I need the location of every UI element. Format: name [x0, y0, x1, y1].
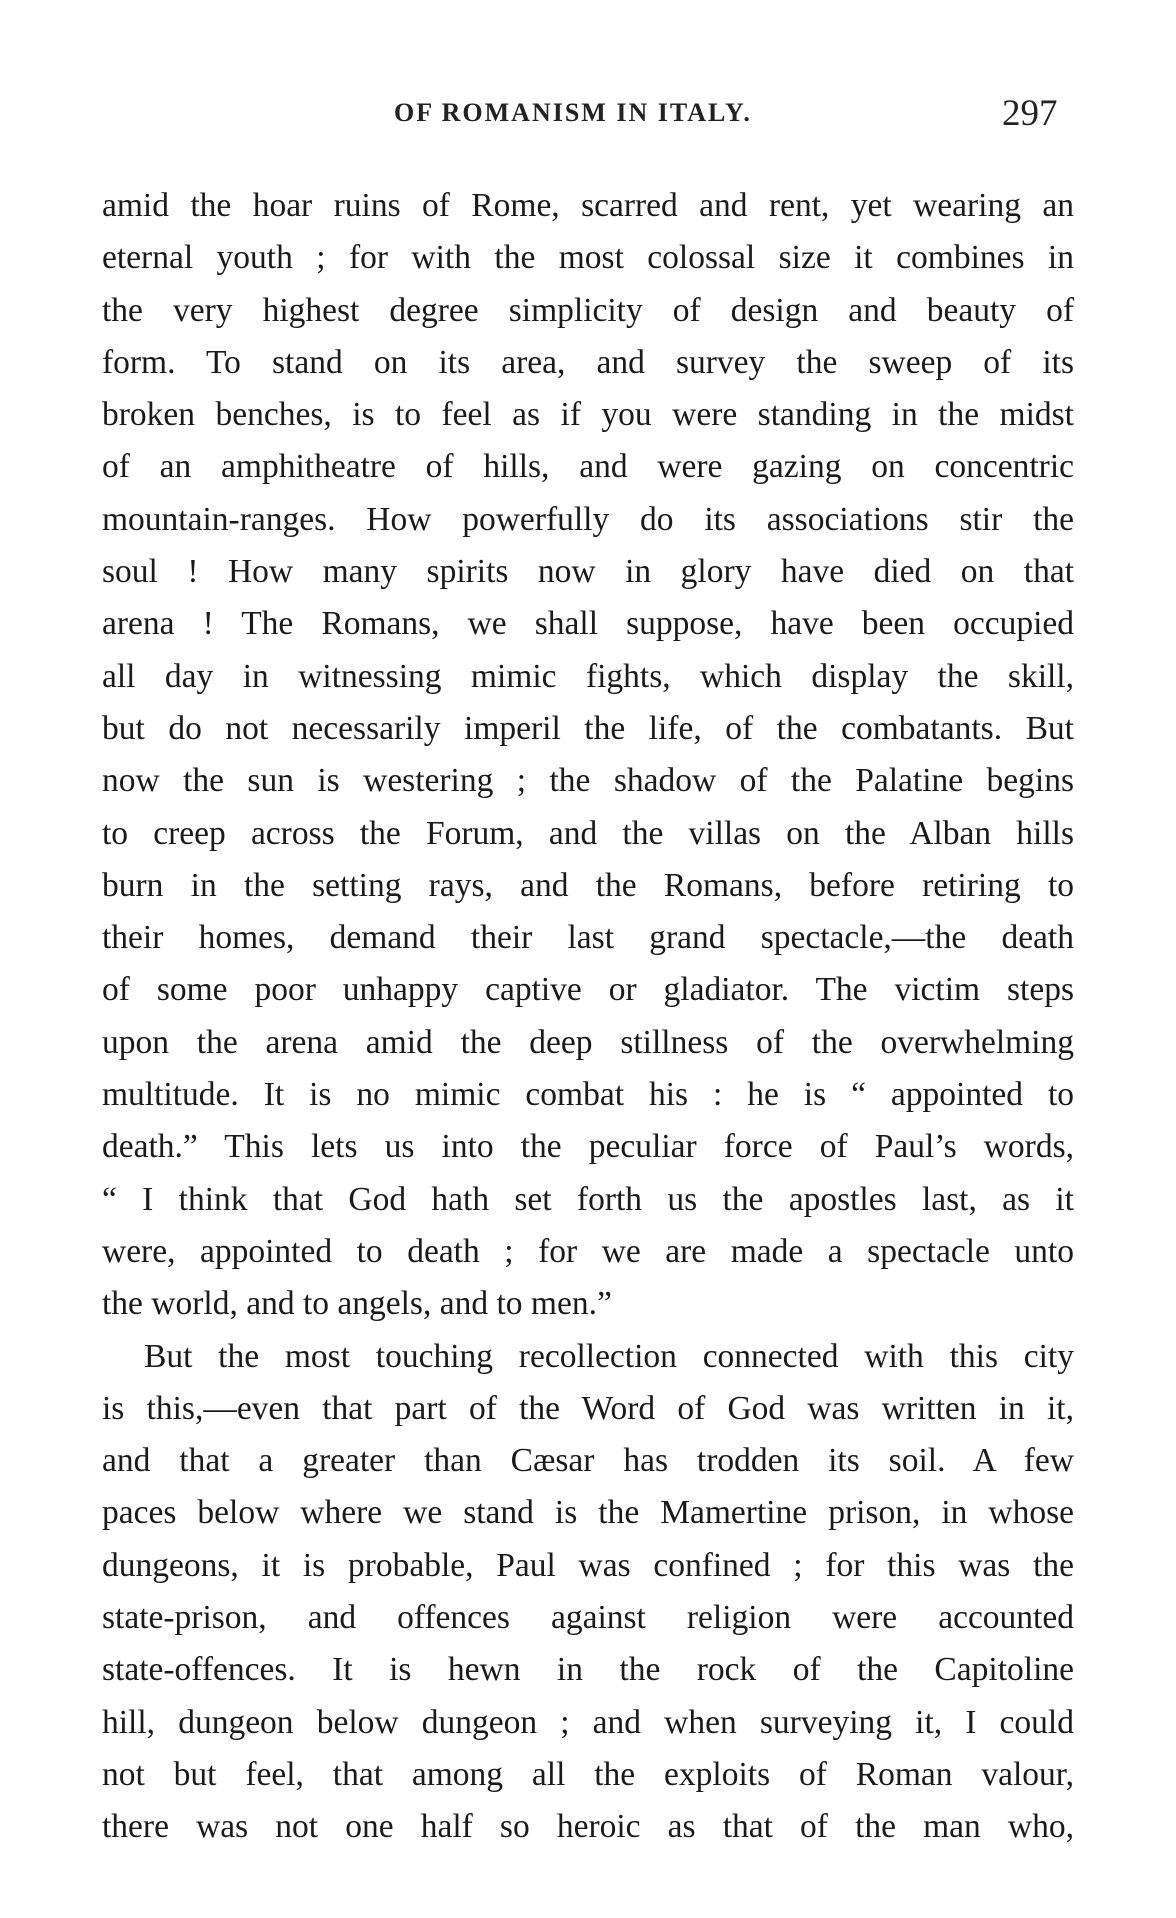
text-line: but do not necessarily imperil the life, of the combatants. But [102, 709, 1074, 747]
text-line: broken benches, is to feel as if you were standing in the midst [102, 396, 1074, 434]
paragraph-start-line: But the most touching recollection connected with this city [144, 1337, 1074, 1375]
running-head [0, 92, 1176, 142]
text-line: now the sun is westering ; the shadow of the Palatine begins [102, 762, 1074, 800]
text-line: paces below where we stand is the Mamertine prison, in whose [102, 1494, 1074, 1532]
text-line: and that a greater than Cæsar has trodden its soil. A few [102, 1442, 1074, 1480]
text-line: mountain-ranges. How powerfully do its associations stir the [102, 500, 1074, 538]
text-line: not but feel, that among all the exploits of Roman valour, [102, 1755, 1074, 1793]
text-line: of some poor unhappy captive or gladiator. The victim steps [102, 971, 1074, 1009]
text-line: arena ! The Romans, we shall suppose, have been occupied [102, 605, 1074, 643]
text-line: eternal youth ; for with the most colossal size it combines in [102, 239, 1074, 277]
text-line: state-offences. It is hewn in the rock of the Capitoline [102, 1651, 1074, 1689]
text-line: amid the hoar ruins of Rome, scarred and rent, yet wearing an [102, 187, 1074, 224]
text-line: burn in the setting rays, and the Romans, before retiring to [102, 866, 1074, 904]
text-line: to creep across the Forum, and the villas on the Alban hills [102, 814, 1074, 852]
page-number: 297 [1002, 93, 1058, 134]
text-line: upon the arena amid the deep stillness of the overwhelming [102, 1023, 1074, 1061]
text-line: soul ! How many spirits now in glory have died on that [102, 553, 1074, 591]
text-line: of an amphitheatre of hills, and were gazing on concentric [102, 448, 1074, 486]
text-line: dungeons, it is probable, Paul was confined ; for this was the [102, 1546, 1074, 1584]
text-line: state-prison, and offences against religion were accounted [102, 1599, 1074, 1637]
text-line: “ I think that God hath set forth us the apostles last, as it [102, 1180, 1074, 1218]
text-line: form. To stand on its area, and survey the sweep of its [102, 343, 1074, 381]
text-line: the very highest degree simplicity of design and beauty of [102, 291, 1074, 329]
text-line: death.” This lets us into the peculiar force of Paul’s words, [102, 1128, 1074, 1166]
running-title: OF ROMANISM IN ITALY. [394, 98, 752, 127]
text-line: multitude. It is no mimic combat his : he is “ appointed to [102, 1076, 1074, 1114]
body-text [102, 180, 1074, 1854]
text-line: is this,—even that part of the Word of God was written in it, [102, 1389, 1074, 1427]
text-line: were, appointed to death ; for we are made a spectacle unto [102, 1232, 1074, 1270]
paragraph-end-line: the world, and to angels, and to men.” [102, 1285, 612, 1323]
text-line: all day in witnessing mimic fights, which display the skill, [102, 657, 1074, 695]
text-line: there was not one half so heroic as that of the man who, [102, 1808, 1074, 1846]
text-line: hill, dungeon below dungeon ; and when surveying it, I could [102, 1703, 1074, 1741]
text-line: their homes, demand their last grand spectacle,—the death [102, 919, 1074, 957]
